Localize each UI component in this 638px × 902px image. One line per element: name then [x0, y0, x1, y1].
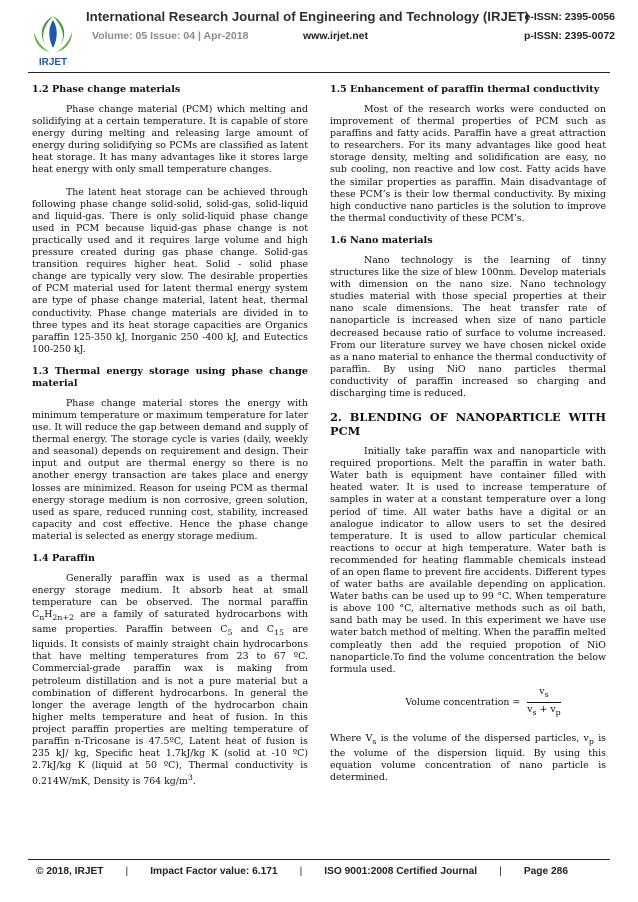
- footer-separator: |: [499, 866, 502, 877]
- volume-concentration-formula: [360, 686, 606, 719]
- section-heading-1-6: 1.6 Nano materials: [330, 234, 433, 246]
- formula-c: C: [32, 609, 40, 621]
- subscript: 15: [274, 628, 284, 638]
- journal-title: International Research Journal of Engineering and Technology (IRJET): [86, 9, 530, 24]
- footer-page-number: Page 286: [523, 866, 568, 877]
- numerator-sub: s: [544, 689, 549, 699]
- p-issn: p-ISSN: 2395-0072: [523, 30, 615, 42]
- e-issn: e-ISSN: 2395-0056: [524, 11, 615, 23]
- superscript: 3: [187, 773, 193, 783]
- header-rule: [28, 72, 610, 73]
- paragraph: Phase change material stores the energy with minimum temperature or maximum temperature for later use. It will reduce the gap between demand and supply of thermal energy. The storage cycle is varies (daily, weekly and seasonal) depends on requirement and design. Their input and output are thermal energy so there is no another energy transaction are takes place and energy losses are minimized. Reason for useing PCM as thermal energy storage medium is non corrosive, green solution, used as spare, reduced running cost, stability, increased capacity and cost effective. Hence the phase change material is selected as energy storage medium.: [32, 397, 308, 542]
- left-column: [32, 84, 308, 798]
- paragraph: Phase change material (PCM) which melting and solidifying at a certain temperature. It is capable of store energy during melting and releasing large amount of energy during solidifying so PCMs are classified as latent heat storage. It has many advantages like it stores large heat energy with only small temperature changes.: [32, 104, 308, 176]
- section-heading-1-5: 1.5 Enhancement of paraffin thermal conductivity: [330, 84, 600, 95]
- fraction-denominator: [527, 703, 560, 719]
- fraction-numerator: [527, 686, 560, 703]
- right-column: [330, 84, 606, 794]
- journal-website[interactable]: www.irjet.net: [303, 30, 368, 42]
- volume-issue: Volume: 05 Issue: 04 | Apr-2018: [92, 30, 249, 42]
- subscript: 5: [227, 628, 233, 638]
- denominator-v: v: [527, 703, 533, 715]
- paragraph: Most of the research works were conducted on improvement of thermal properties of PCM such as paraffins and fatty acids. Paraffin have a great attraction to researchers. For its many advantages like good heat storage density, melting and solidification are easy, no sub cooling, non reactive and low cost. Fatty acids have the similar properties as paraffin. Main disadvantage of these PCM’s is their low thermal conductivity. By mixing high conductive nano particles is the solution to improve the thermal conductivity of these PCM’s.: [330, 104, 606, 224]
- subscript: s: [372, 736, 377, 746]
- text-run: is the volume of the dispersed particles, v: [376, 732, 589, 744]
- denominator-sub-p: p: [555, 707, 561, 717]
- subscript: p: [588, 736, 594, 746]
- paragraph: Initially take paraffin wax and nanoparticle with required proportions. Melt the paraffin in water bath. Water bath is equipment have container filled with heated water. It is used to increase temperature of samples in water at a constant temperature over a long period of time. All water baths have a digital or an analogue indicator to allow users to set the desired temperature. It is used to allow particular chemical reactions to occur at high temperature. Water bath is recommended for heating flammable chemicals instead of an open flame to prevent fire accidents. Different types of water baths are available depending on application. Water baths can be used up to 99 °C. When temperature is above 100 °C, alternative methods such as oil bath, sand bath may be used. In this experiment we have use water batch method of melting. When the paraffin melted compleatly then add the requied propotion of NiO nanoparticle.To find the volume concentration the below formula used.: [330, 446, 606, 675]
- footer-rule: [28, 859, 610, 860]
- text-run: Where V: [330, 732, 373, 744]
- footer-iso: ISO 9001:2008 Certified Journal: [324, 866, 478, 877]
- paragraph-paraffin: [32, 573, 308, 788]
- journal-header: [0, 0, 638, 74]
- text-run: Generally paraffin wax is used as a thermal energy storage medium. It absorb heat at small temperature can be observed. The normal paraffin: [32, 573, 308, 609]
- fraction: [527, 686, 560, 719]
- logo-text: IRJET: [38, 57, 68, 68]
- footer-copyright: © 2018, IRJET: [36, 866, 104, 877]
- numerator-v: v: [539, 685, 545, 697]
- page-footer: [36, 866, 568, 877]
- paragraph: The latent heat storage can be achieved through following phase change solid-solid, solid-gas, solid-liquid and liquid-gas. There is only solid-liquid phase change used in PCM because liquid-gas phase change is not practically used and it requires large volume and high pressure created during gas phase change. Solid-gas transition requires higher heat. Solid - solid phase change are typically very slow. The desirable properties of PCM material used for latent thermal energy system are type of phase change material, latent heat, thermal conductivity. Phase change materials are divided in to three types and its heat storage capacities are Organics paraffin 125-350 kJ, Inorganic 250 -400 kJ, and Eutectics 100-250 kJ.: [32, 186, 308, 355]
- formula-h: H: [44, 609, 53, 621]
- section-heading-1-4: 1.4 Paraffin: [32, 553, 95, 564]
- footer-separator: |: [125, 866, 129, 877]
- footer-impact: Impact Factor value: 6.171: [150, 866, 278, 877]
- text-run: .: [192, 776, 196, 788]
- formula-label: Volume concentration =: [405, 696, 524, 708]
- section-heading-1-3: 1.3 Thermal energy storage using phase change material: [32, 365, 308, 389]
- paragraph: Nano technology is the learning of tinny structures like the size of blew 100nm. Develop materials with dimension on the nano size. Nano technology studies material with those special properties at their nano scale dimensions. The heat transfer rate of nanoparticle is increased when size of nano particle decreased because ratio of surface to volume increased. From our literature survey we have chosen nickel oxide as a nano material to enhance the thermal conductivity of paraffin. By using NiO nano particles thermal conductivity of paraffin increased so charging and discharging time is reduced.: [330, 254, 606, 399]
- formula-n: n: [39, 613, 45, 623]
- text-run: is the volume of the dispersion liquid. By using this equation volume concentration of nano particle is determined.: [330, 732, 606, 783]
- section-heading-2: 2. BLENDING OF NANOPARTICLE WITH PCM: [330, 410, 606, 439]
- section-heading-1-2: 1.2 Phase change materials: [32, 84, 181, 95]
- denominator-plus: + v: [536, 703, 556, 715]
- denominator-sub-s: s: [532, 707, 537, 717]
- paragraph-where: [330, 733, 606, 784]
- text-run: are a family of saturated hydrocarbons with same properties. Paraffin between C: [32, 609, 308, 636]
- footer-separator: |: [299, 866, 303, 877]
- text-run: and C: [232, 624, 275, 636]
- text-run: are liquids. It consists of mainly straight chain hydrocarbons that have melting temperatures from 23 to 67 ºC. Commercial-grade paraffin wax is making from petroleum distillation and is not a pure material but a combination of different hydrocarbons. In general the longer the average length of the hydrocarbon chain higher melts temperature and heat of fusion. In this project paraffin properties are melting temperature of paraffin n-Tricosane is 47.5ºC, Latent heat of fusion is 235 kJ/ kg, Specific heat 1.7kJ/kg K (solid at -10 ºC) 2.7kJ/kg K (liquid at 50 ºC), Thermal conductivity is 0.214W/mK, Density is 764 kg/m: [32, 624, 308, 788]
- irjet-logo-icon: [28, 12, 78, 68]
- formula-2n2: 2n+2: [52, 613, 74, 623]
